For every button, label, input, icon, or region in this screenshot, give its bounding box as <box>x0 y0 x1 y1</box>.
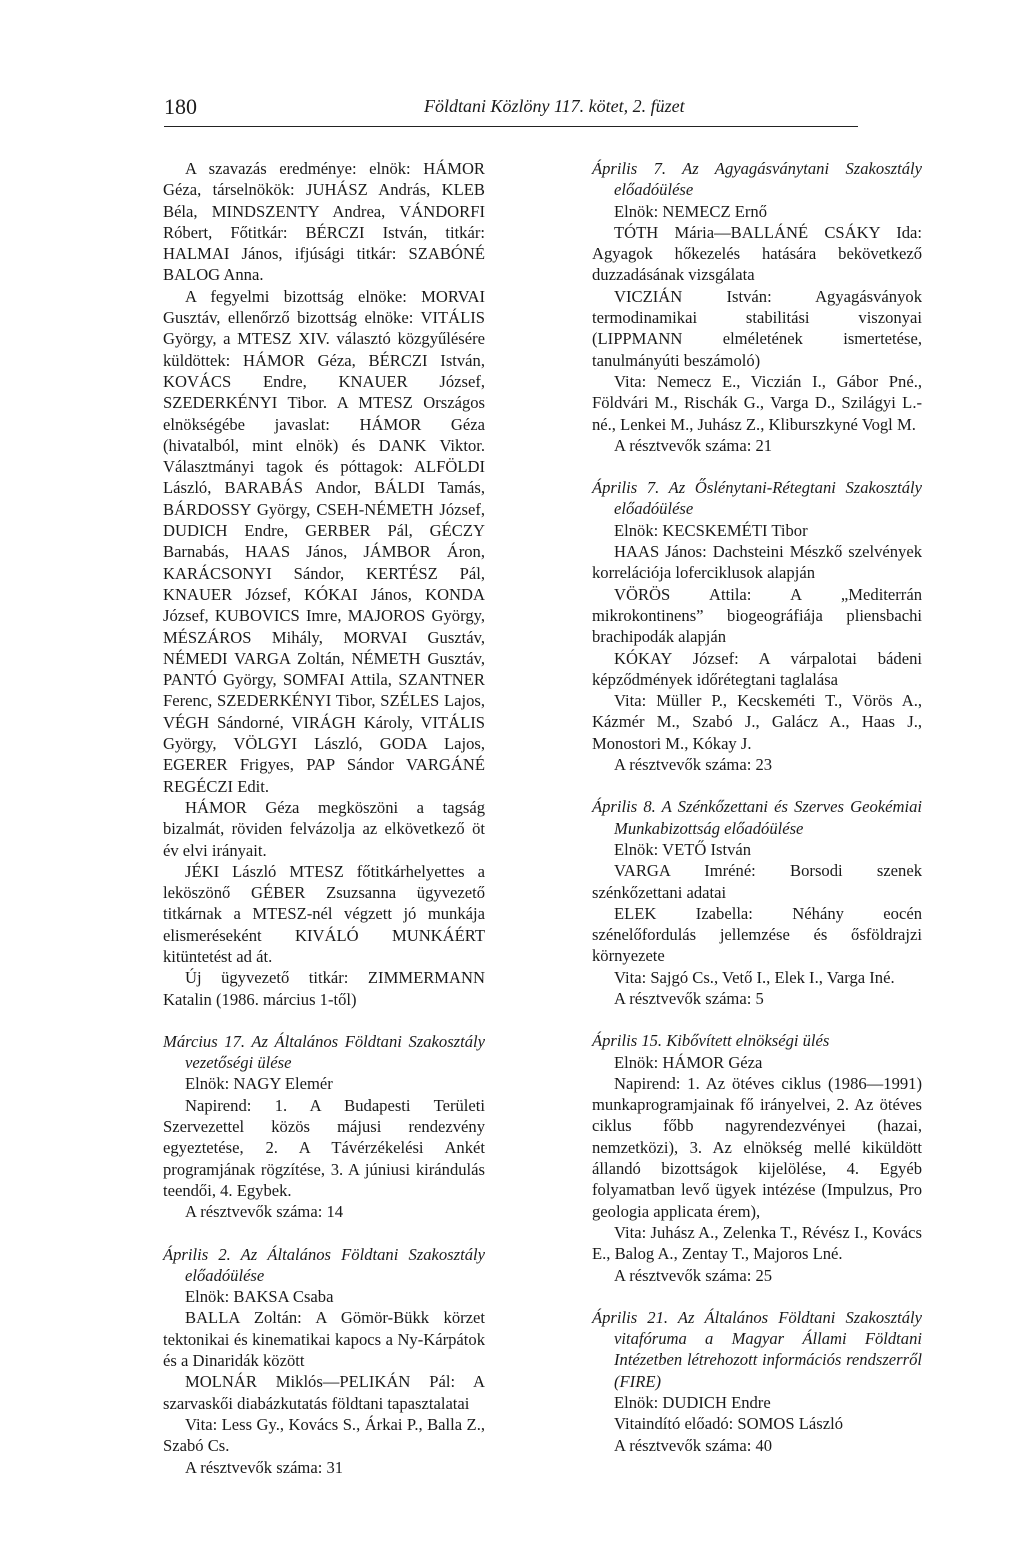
paragraph: KÓKAY József: A várpalotai bádeni képződmények időrétegtani taglalása <box>592 648 922 689</box>
section-heading: Április 7. Az Agyagásványtani Szakosztály előadóülése <box>592 159 922 200</box>
paragraph: Vita: Juhász A., Zelenka T., Révész I., Kovács E., Balog A., Zentay T., Majoros Lné. <box>592 1222 922 1264</box>
section-spacer <box>592 1286 922 1307</box>
paragraph: Elnök: KECSKEMÉTI Tibor <box>614 520 808 540</box>
paragraph: A résztvevők száma: 5 <box>614 988 764 1008</box>
section-heading: Április 21. Az Általános Földtani Szakosztály vitafóruma a Magyar Állami Földtani Intézetben létrehozott információs rendszerről (FIRE) <box>592 1307 922 1391</box>
section-heading: Április 15. Kibővített elnökségi ülés <box>592 1031 830 1051</box>
paragraph: Elnök: VETŐ István <box>614 839 752 859</box>
paragraph: Elnök: HÁMOR Géza <box>614 1052 763 1072</box>
paragraph: A résztvevők száma: 21 <box>614 435 773 455</box>
section-spacer <box>163 1223 485 1244</box>
paragraph: Vita: Nemecz E., Viczián I., Gábor Pné., Földvári M., Rischák G., Varga D., Szilágyi L.-né., Lenkei M., Juhász Z., Kliburszkyné Vogl M. <box>592 371 922 434</box>
section-spacer <box>592 775 922 796</box>
paragraph: ELEK Izabella: Néhány eocén szénelőfordulás jellemzése és ősföldrajzi környezete <box>592 903 922 966</box>
journal-title: Földtani Közlöny 117. kötet, 2. füzet <box>424 96 685 116</box>
section-heading: Április 8. A Szénkőzettani és Szerves Geokémiai Munkabizottság előadóülése <box>592 797 922 838</box>
paragraph: Vita: Less Gy., Kovács S., Árkai P., Balla Z., Szabó Cs. <box>163 1414 485 1456</box>
paragraph: A résztvevők száma: 31 <box>185 1457 344 1477</box>
page-header <box>164 92 858 127</box>
section-heading: Április 7. Az Őslénytani-Rétegtani Szakosztály előadóülése <box>592 478 922 519</box>
paragraph: A fegyelmi bizottság elnöke: MORVAI Gusztáv, ellenőrző bizottság elnöke: VITÁLIS György, a MTESZ XIV. választó közgyűlésére küldöttek: HÁMOR Géza, BÉRCZI István, KOVÁCS Endre, KNAUER József, SZEDERKÉNYI Tibor. A MTESZ Országos elnökségébe javaslat: HÁMOR Géza (hivatalból, mint elnök) és DANK Viktor. Választmányi tagok és póttagok: ALFÖLDI László, BARABÁS Andor, BÁLDI Tamás, BÁRDOSSY György, CSEH-NÉMETH József, DUDICH Endre, GERBER Pál, GÉCZY Barnabás, HAAS János, JÁMBOR Áron, KARÁCSONYI Sándor, KERTÉSZ Pál, KNAUER József, KÓKAI János, KONDA József, KUBOVICS Imre, MAJOROS György, MÉSZÁROS Mihály, MORVAI Gusztáv, NÉMEDI VARGA Zoltán, NÉMETH Gusztáv, PANTÓ György, SOMFAI Attila, SZANTNER Ferenc, SZEDERKÉNYI Tibor, SZÉLES Lajos, VÉGH Sándorné, VIRÁGH Károly, VITÁLIS György, VÖLGYI László, GODA Lajos, EGERER Frigyes, PAP Sándor VARGÁNÉ REGÉCZI Edit. <box>163 286 485 796</box>
paragraph: A résztvevők száma: 14 <box>185 1202 344 1222</box>
paragraph: Elnök: BAKSA Csaba <box>185 1287 334 1307</box>
paragraph: Napirend: 1. Az ötéves ciklus (1986—1991) munkaprogramjainak fő irányelvei, 2. Az ötéves ciklus főbb nagyrendezvényei (hazai, nemzetközi), 3. Az elnökség mellé kiküldött állandó bizottságok kijelölése, 4. Egyéb folyamatban levő ügyek intézése (Impulzus, Pro geologia applicata érem), <box>592 1073 922 1221</box>
section-spacer <box>592 456 922 477</box>
paragraph: BALLA Zoltán: A Gömör-Bükk körzet tektonikai és kinematikai kapocs a Ny-Kárpátok és a Dinaridák között <box>163 1308 485 1371</box>
paragraph: Új ügyvezető titkár: ZIMMERMANN Katalin (1986. március 1-től) <box>163 968 485 1009</box>
section-heading: Április 2. Az Általános Földtani Szakosztály előadóülése <box>163 1244 485 1285</box>
paragraph: Elnök: DUDICH Endre <box>614 1393 771 1413</box>
right-column <box>592 158 922 1456</box>
paragraph: VICZIÁN István: Agyagásványok termodinamikai stabilitási viszonyai (LIPPMANN elméletének ismertetése, tanulmányúti beszámoló) <box>592 286 922 370</box>
section-spacer <box>163 1010 485 1031</box>
paragraph: A szavazás eredménye: elnök: HÁMOR Géza, társelnökök: JUHÁSZ András, KLEB Béla, MINDSZENTY Andrea, VÁNDORFI Róbert, Főtitkár: BÉRCZI István, titkár: HALMAI János, ifjúsági titkár: SZABÓNÉ BALOG Anna. <box>163 159 485 285</box>
paragraph: VARGA Imréné: Borsodi szenek szénkőzettani adatai <box>592 861 922 902</box>
paragraph: A résztvevők száma: 25 <box>614 1265 773 1285</box>
section-spacer <box>592 1009 922 1030</box>
paragraph: Elnök: NAGY Elemér <box>185 1074 333 1094</box>
paragraph: VÖRÖS Attila: A „Mediterrán mikrokontinens” biogeográfiája pliensbachi brachipodák alapján <box>592 584 922 647</box>
left-column <box>163 158 485 1478</box>
paragraph: HAAS János: Dachsteini Mészkő szelvények korrelációja loferciklusok alapján <box>592 542 922 583</box>
paragraph: Vita: Müller P., Kecskeméti T., Vörös A., Kázmér M., Szabó J., Galácz A., Haas J., Monostori M., Kókay J. <box>592 691 922 753</box>
page-number: 180 <box>164 94 197 119</box>
paragraph: Napirend: 1. A Budapesti Területi Szervezettel közös májusi rendezvény egyeztetése, 2. A Távérzékelési Ankét programjának rögzítése, 3. A júniusi kirándulás teendői, 4. Egybek. <box>163 1095 485 1200</box>
section-heading: Március 17. Az Általános Földtani Szakosztály vezetőségi ülése <box>163 1031 485 1073</box>
paragraph: A résztvevők száma: 23 <box>614 755 773 775</box>
paragraph: Vitaindító előadó: SOMOS László <box>614 1414 843 1434</box>
paragraph: HÁMOR Géza megköszöni a tagság bizalmát, röviden felvázolja az elkövetkező öt év elvi irányait. <box>163 797 485 860</box>
paragraph: MOLNÁR Miklós—PELIKÁN Pál: A szarvaskői diabázkutatás földtani tapasztalatai <box>163 1372 485 1413</box>
paragraph: Vita: Sajgó Cs., Vető I., Elek I., Varga Iné. <box>614 967 895 987</box>
paragraph: Elnök: NEMECZ Ernő <box>614 201 768 221</box>
paragraph: TÓTH Mária—BALLÁNÉ CSÁKY Ida: Agyagok hőkezelés hatására bekövetkező duzzadásának vizsgálata <box>592 222 922 285</box>
paragraph: A résztvevők száma: 40 <box>614 1435 773 1455</box>
paragraph: JÉKI László MTESZ főtitkárhelyettes a leköszönő GÉBER Zsuzsanna ügyvezető titkárnak a MTESZ-nél végzett jó munkája elismeréseként KIVÁLÓ MUNKÁÉRT kitüntetést ad át. <box>163 861 485 966</box>
